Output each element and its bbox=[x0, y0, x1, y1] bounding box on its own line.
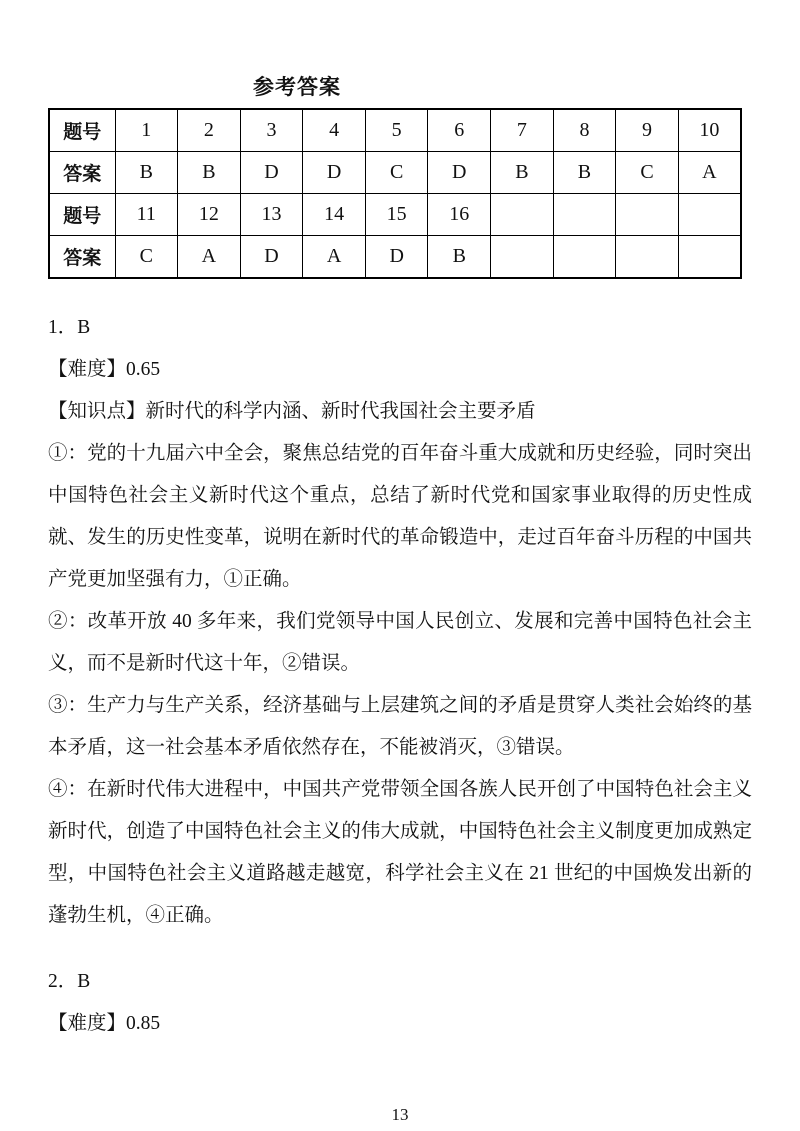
answer-letter-cell: B bbox=[491, 152, 554, 194]
answer-letter-cell: D bbox=[240, 152, 303, 194]
question-number-cell: 16 bbox=[428, 194, 491, 236]
row-header-cell: 答案 bbox=[49, 152, 115, 194]
question-number-cell: 5 bbox=[365, 109, 428, 152]
answer-letter-cell: D bbox=[240, 236, 303, 279]
question-number-cell: 1 bbox=[115, 109, 178, 152]
answer-letter-cell: D bbox=[303, 152, 366, 194]
question-number-cell: 14 bbox=[303, 194, 366, 236]
question-number-cell: 15 bbox=[365, 194, 428, 236]
question-number-cell: 7 bbox=[491, 109, 554, 152]
question-number-cell: 6 bbox=[428, 109, 491, 152]
question-number-cell: 4 bbox=[303, 109, 366, 152]
answer-letter-cell: B bbox=[115, 152, 178, 194]
question-number-cell: 8 bbox=[553, 109, 616, 152]
explanation-section-1 bbox=[48, 307, 752, 937]
page-title: 参考答案 bbox=[253, 75, 341, 99]
answer-letter-cell: A bbox=[303, 236, 366, 279]
explanation-section-2 bbox=[48, 961, 752, 1045]
answer-letter-cell bbox=[553, 236, 616, 279]
question-number-cell: 9 bbox=[616, 109, 679, 152]
answer-table bbox=[48, 108, 742, 279]
explanations-content bbox=[48, 307, 752, 1045]
table-row-answers-1 bbox=[49, 152, 741, 194]
answer-letter-cell bbox=[491, 236, 554, 279]
question-number-cell: 13 bbox=[240, 194, 303, 236]
answer-letter-cell: A bbox=[178, 236, 241, 279]
row-header-cell: 题号 bbox=[49, 194, 115, 236]
difficulty-line: 【难度】0.65 bbox=[48, 359, 161, 380]
question-number-cell bbox=[616, 194, 679, 236]
question-number-cell: 11 bbox=[115, 194, 178, 236]
answer-letter-cell: D bbox=[428, 152, 491, 194]
answer-letter-cell: D bbox=[365, 236, 428, 279]
answer-letter-cell bbox=[616, 236, 679, 279]
answer-letter-cell: A bbox=[678, 152, 741, 194]
question-number-cell: 10 bbox=[678, 109, 741, 152]
answer-letter-cell: B bbox=[428, 236, 491, 279]
difficulty-line: 【难度】0.85 bbox=[48, 1013, 161, 1034]
question-number-cell bbox=[553, 194, 616, 236]
explanation-paragraph: ②：改革开放 40 多年来，我们党领导中国人民创立、发展和完善中国特色社会主义，而不是新时代这十年，②错误。 bbox=[48, 611, 752, 674]
table-row-question-numbers-1 bbox=[49, 109, 741, 152]
question-number-cell: 3 bbox=[240, 109, 303, 152]
explanation-paragraph: ①：党的十九届六中全会，聚焦总结党的百年奋斗重大成就和历史经验，同时突出中国特色社会主义新时代这个重点，总结了新时代党和国家事业取得的历史性成就、发生的历史性变革，说明在新时代的革命锻造中，走过百年奋斗历程的中国共产党更加坚强有力，①正确。 bbox=[48, 443, 752, 590]
question-number-cell bbox=[678, 194, 741, 236]
answer-letter-cell: C bbox=[115, 236, 178, 279]
question-answer-line: 2．B bbox=[48, 971, 91, 992]
explanation-paragraph: ④：在新时代伟大进程中，中国共产党带领全国各族人民开创了中国特色社会主义新时代，创造了中国特色社会主义的伟大成就，中国特色社会主义制度更加成熟定型，中国特色社会主义道路越走越宽，科学社会主义在 21 世纪的中国焕发出新的蓬勃生机，④正确。 bbox=[48, 779, 752, 926]
knowledge-point-line: 【知识点】新时代的科学内涵、新时代我国社会主要矛盾 bbox=[48, 401, 536, 422]
answer-letter-cell: C bbox=[616, 152, 679, 194]
answer-letter-cell: C bbox=[365, 152, 428, 194]
row-header-cell: 题号 bbox=[49, 109, 115, 152]
table-row-question-numbers-2 bbox=[49, 194, 741, 236]
question-number-cell: 12 bbox=[178, 194, 241, 236]
question-number-cell: 2 bbox=[178, 109, 241, 152]
answer-letter-cell: B bbox=[178, 152, 241, 194]
answer-letter-cell: B bbox=[553, 152, 616, 194]
page-number: 13 bbox=[391, 1105, 409, 1124]
question-answer-line: 1．B bbox=[48, 317, 91, 338]
question-number-cell bbox=[491, 194, 554, 236]
row-header-cell: 答案 bbox=[49, 236, 115, 279]
table-row-answers-2 bbox=[49, 236, 741, 279]
explanation-paragraph: ③：生产力与生产关系，经济基础与上层建筑之间的矛盾是贯穿人类社会始终的基本矛盾，这一社会基本矛盾依然存在，不能被消灭，③错误。 bbox=[48, 695, 752, 758]
answer-letter-cell bbox=[678, 236, 741, 279]
